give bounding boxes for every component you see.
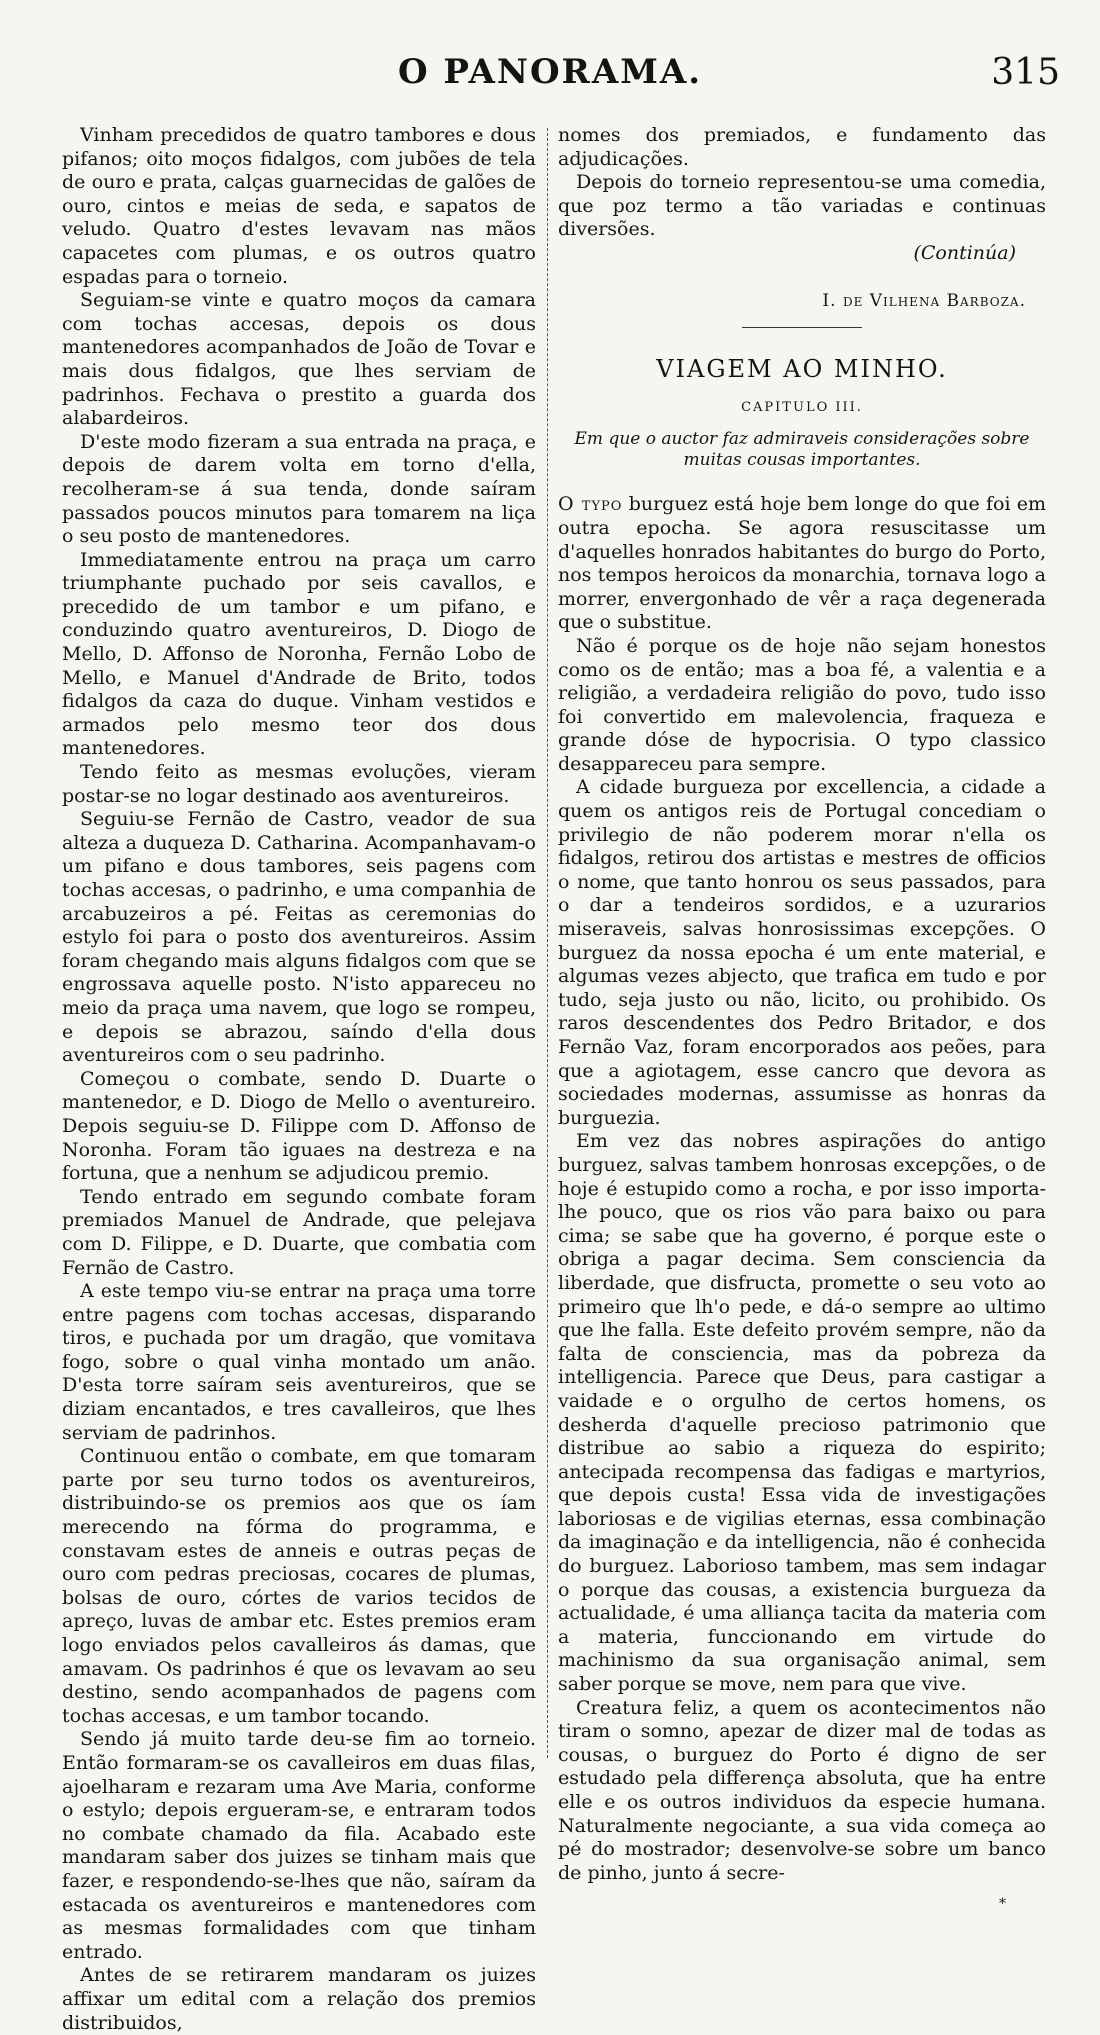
chapter-summary: Em que o auctor faz admiraveis considerações sobre muitas cousas importantes.: [574, 429, 1030, 471]
paragraph: A cidade burgueza por excellencia, a cidade a quem os antigos reis de Portugal concediam o privilegio de não poderem morar n'ella os fidalgos, retirou dos artistas e mestres de officios o nome, que tanto honrou os seus passados, para o dar a tendeiros sordidos, e a uzurarios miseraveis, salvas honrosissimas excepções. O burguez da nossa epocha é um ente material, e algumas vezes abjecto, que trafica em tudo e por tudo, seja justo ou não, licito, ou prohibido. Os raros descendentes dos Pedro Britador, e dos Fernão Vaz, foram encorporados aos peões, para que a agiotagem, esse cancro que devora as sociedades modernas, assumisse as honras da burguezia.: [558, 776, 1046, 1129]
paragraph: Começou o combate, sendo D. Duarte o mantenedor, e D. Diogo de Mello o aventureiro. Depois seguiu-se D. Filippe com D. Affonso de Noronha. Foram tão iguaes na destreza e na fortuna, que a nenhum se adjudicou premio.: [62, 1067, 536, 1185]
page-header: [0, 52, 1100, 112]
article-title: VIAGEM AO MINHO.: [656, 355, 948, 384]
paragraph: A este tempo viu-se entrar na praça uma torre entre pagens com tochas accesas, disparando tiros, e puchada por um dragão, que vomitava fogo, sobre o qual vinha montado um anão. D'esta torre saíram seis aventureiros, que se diziam encantados, e tres cavalleiros, que lhes serviam de padrinhos.: [62, 1280, 536, 1444]
continued-paragraph: nomes dos premiados, e fundamento das adjudicações.: [558, 124, 1046, 170]
periodical-title: O PANORAMA.: [397, 52, 703, 92]
paragraph: Immediatamente entrou na praça um carro triumphante puchado por seis cavallos, e precedido de um tambor e um pifano, e conduzindo quatro aventureiros, D. Diogo de Mello, D. Affonso de Noronha, Fernão Lobo de Mello, e Manuel d'Andrade de Brito, todos fidalgos da caza do duque. Vinham vestidos e armados pelo mesmo teor dos dous mantenedores.: [62, 548, 536, 760]
paragraph: Em vez das nobres aspirações do antigo burguez, salvas tambem honrosas excepções, o de hoje é estupido como a rocha, e por isso importa-lhe pouco, que os rios vão para baixo ou para cima; se sabe que ha governo, é porque este o obriga a pagar decima. Sem consciencia da liberdade, que disfructa, promette o seu voto ao primeiro que lh'o pede, e dá-o sempre ao ultimo que lhe falla. Este defeito provém sempre, não da falta de consciencia, mas da pobreza da intelligencia. Parece que Deus, para castigar a vaidade e o orgulho de certos homens, os desherda d'aquelle precioso patrimonio que distribue ao sabio a riqueza do espirito; antecipada recompensa das fadigas e martyrios, que depois custa! Essa vida de investigações laboriosas e de vigilias eternas, essa combinação da imaginação e da intelligencia, não é conhecida do burguez. Laborioso tambem, mas sem indagar o porque das cousas, a existencia burgueza da actualidade, é uma alliança tacita da materia com a materia, funccionando em virtude do machinismo da sua organisação animal, sem saber porque se move, nem para que vive.: [558, 1130, 1046, 1696]
column-divider: [547, 128, 548, 1758]
opening-text: burguez está hoje bem longe do que foi em outra epocha. Se agora resuscitasse um d'aquelles honrados habitantes do burgo do Porto, nos tempos heroicos da monarchia, tornava logo a morrer, envergonhado de vêr a raça degenerada que o substitue.: [558, 493, 1046, 634]
paragraph: Antes de se retirarem mandaram os juizes affixar um edital com a relação dos premios distribuidos,: [62, 1964, 536, 2034]
author-signature: I. de Vilhena Barboza.: [822, 290, 1026, 311]
paragraph: Não é porque os de hoje não sejam honestos como os de então; mas a boa fé, a valentia e a religião, a verdadeira religião do povo, tudo isso foi convertido em malevolencia, fraqueza e grande dóse de hypocrisia. O typo classico desappareceu para sempre.: [558, 634, 1046, 775]
paragraph: Depois do torneio representou-se uma comedia, que poz termo a tão variadas e continuas diversões.: [558, 171, 1046, 241]
paragraph: Tendo entrado em segundo combate foram premiados Manuel de Andrade, que pelejava com D. Filippe, e D. Duarte, que combatia com Fernão de Castro.: [62, 1185, 536, 1279]
left-column: [62, 124, 536, 2035]
paragraph: Sendo já muito tarde deu-se fim ao torneio. Então formaram-se os cavalleiros em duas filas, ajoelharam e rezaram uma Ave Maria, conforme o estylo; depois ergueram-se, e entraram todos no combate chamado da fila. Acabado este mandaram saber dos juizes se tinham mais que fazer, e respondendo-se-lhes que não, saíram da estacada os aventureiros e mantenedores com as mesmas formalidades com que tinham entrado.: [62, 1728, 536, 1963]
opening-word: O typo: [558, 493, 623, 516]
paragraph: D'este modo fizeram a sua entrada na praça, e depois de darem volta em torno d'ella, recolheram-se á sua tenda, donde saíram passados poucos minutos para tomarem na liça o seu posto de mantenedores.: [62, 430, 536, 548]
page-number: 315: [991, 52, 1060, 93]
section-divider: [742, 327, 862, 328]
chapter-heading: CAPITULO III.: [741, 399, 863, 415]
paragraph: Tendo feito as mesmas evoluções, vieram postar-se no logar destinado aos aventureiros.: [62, 761, 536, 807]
paragraph: Vinham precedidos de quatro tambores e dous pifanos; oito moços fidalgos, com jubões de tela de ouro e prata, calças guarnecidas de galões de ouro, cintos e meias de seda, e sapatos de veludo. Quatro d'estes levavam nas mãos capacetes com plumas, e os outros quatro espadas para o torneio.: [62, 124, 536, 288]
paragraph: Seguiam-se vinte e quatro moços da camara com tochas accesas, depois os dous mantenedores acompanhados de João de Tovar e mais dous fidalgos, que lhes serviam de padrinhos. Fechava o prestito a guarda dos alabardeiros.: [62, 289, 536, 430]
paragraph: Seguiu-se Fernão de Castro, veador de sua alteza a duqueza D. Catharina. Acompanhavam-o um pifano e dous tambores, seis pagens com tochas accesas, o padrinho, e uma companhia de arcabuzeiros a pé. Feitas as ceremonias do estylo foi para o posto dos aventureiros. Assim foram chegando mais alguns fidalgos com que se engrossava aquelle posto. N'isto appareceu no meio da praça uma navem, que logo se rompeu, e depois se abrazou, saíndo d'ella dous aventureiros com o seu padrinho.: [62, 808, 536, 1067]
right-column: [558, 124, 1046, 1917]
end-mark: *: [999, 1896, 1006, 1913]
to-be-continued: (Continúa): [913, 241, 1016, 264]
opening-paragraph: [558, 493, 1046, 635]
paragraph: Creatura feliz, a quem os acontecimentos não tiram o somno, apezar de dizer mal de todas as cousas, o burguez do Porto é digno de ser estudado pela differença absoluta, que ha entre elle e os outros individuos da especie humana. Naturalmente negociante, a sua vida começa ao pé do mostrador; desenvolve-se sobre um banco de pinho, junto á secre-: [558, 1696, 1046, 1884]
paragraph: Continuou então o combate, em que tomaram parte por seu turno todos os aventureiros, distribuindo-se os premios aos que os íam merecendo na fórma do programma, e constavam estes de anneis e outras peças de ouro com pedras preciosas, cocares de plumas, bolsas de ouro, córtes de varios tecidos de apreço, luvas de ambar etc. Estes premios eram logo enviados pelos cavalleiros ás damas, que amavam. Os padrinhos é que os levavam ao seu destino, sendo acompanhados de pagens com tochas accesas, e um tambor tocando.: [62, 1445, 536, 1727]
